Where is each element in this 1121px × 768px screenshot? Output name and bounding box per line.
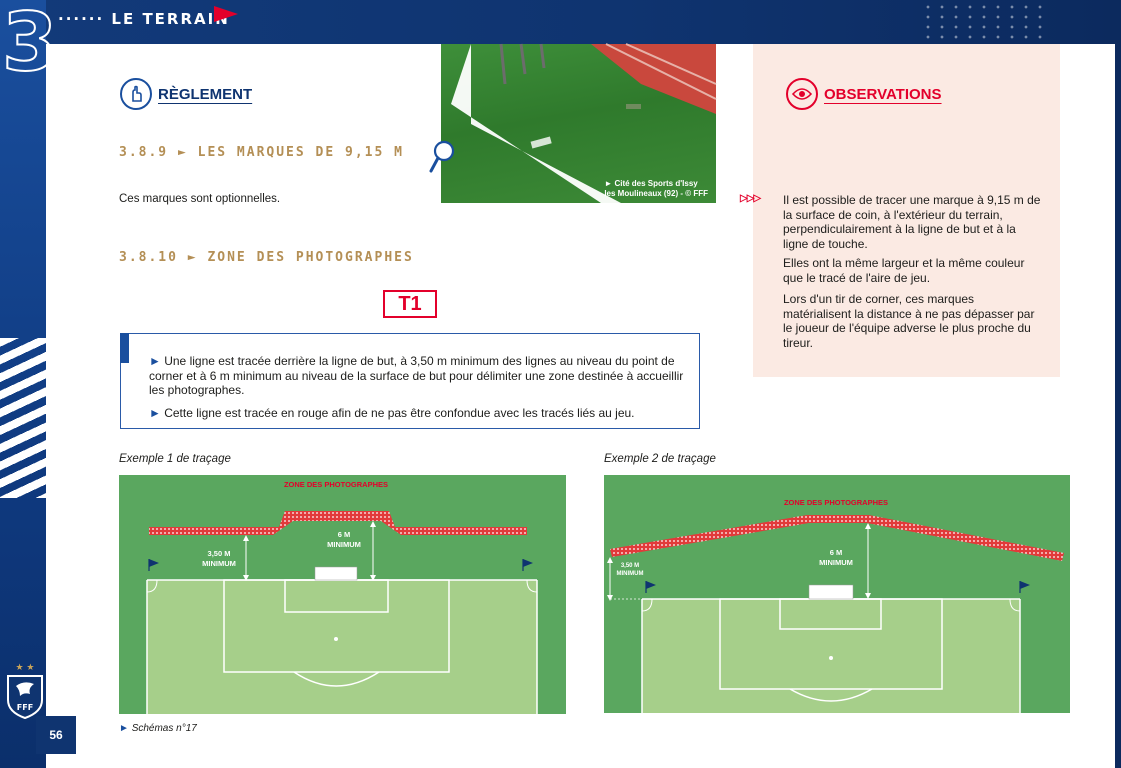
page-number: 56 bbox=[36, 716, 76, 754]
example-1-label: Exemple 1 de traçage bbox=[119, 453, 231, 465]
observation-paragraph-2: Elles ont la même largeur et la même couleur que le tracé de l'aire de jeu. bbox=[783, 256, 1025, 285]
chapter-title: ······ LE TERRAIN bbox=[58, 10, 230, 28]
photo-caption-line1: ► Cité des Sports d'Issy bbox=[604, 179, 698, 188]
example-2-label: Exemple 2 de traçage bbox=[604, 453, 716, 465]
header-dot-pattern bbox=[921, 2, 1051, 42]
photo-caption-line2: les Moulineaux (92) - © FFF bbox=[604, 189, 708, 198]
dim-label-small-2: MINIMUM bbox=[616, 571, 644, 577]
section-389-heading: 3.8.9 ► LES MARQUES DE 9,15 M bbox=[119, 145, 404, 160]
dim-label-small-2: MINIMUM bbox=[202, 559, 236, 568]
bullet-arrow-icon: ► bbox=[149, 354, 165, 368]
stadium-photo bbox=[441, 44, 716, 203]
eye-icon bbox=[786, 78, 818, 110]
reglement-heading bbox=[120, 78, 252, 110]
zone-label: ZONE DES PHOTOGRAPHES bbox=[283, 480, 389, 489]
example-2-diagram bbox=[604, 475, 1070, 713]
logo-stars: ★ ★ bbox=[15, 663, 35, 673]
section-389-text: Ces marques sont optionnelles. bbox=[119, 193, 281, 205]
t1-badge: T1 bbox=[383, 290, 437, 318]
photo-caption bbox=[604, 179, 708, 199]
example-1-diagram bbox=[119, 475, 566, 714]
chapter-number: 3 bbox=[2, 0, 58, 89]
dim-label-small-1: 3,50 M bbox=[620, 563, 640, 569]
dim-label-big-1: 6 M bbox=[337, 530, 351, 539]
bullet-arrow-icon: ► bbox=[149, 406, 165, 420]
fff-logo-icon bbox=[4, 660, 46, 720]
caption-arrow-icon: ► bbox=[119, 723, 129, 734]
magnifier-icon[interactable] bbox=[428, 138, 458, 174]
rule-bullet-1-text: Une ligne est tracée derrière la ligne de but, à 3,50 m minimum des lignes au niveau du point de corner et à 6 m minimum au niveau de la surface de but pour délimiter une zone destinée à accueillir les photographes. bbox=[149, 354, 684, 397]
zone-label: ZONE DES PHOTOGRAPHES bbox=[783, 498, 889, 507]
rule-bullet-2-text: Cette ligne est tracée en rouge afin de ne pas être confondue avec les tracés liés au jeu. bbox=[164, 406, 635, 420]
dim-label-small-1: 3,50 M bbox=[207, 549, 231, 558]
rule-info-box bbox=[120, 333, 700, 429]
section-3810-heading: 3.8.10 ► ZONE DES PHOTOGRAPHES bbox=[119, 250, 414, 265]
dim-label-big-1: 6 M bbox=[829, 548, 843, 557]
sidebar-stripes bbox=[0, 338, 46, 498]
rule-bullet-2 bbox=[149, 406, 689, 421]
observation-paragraph-1: Il est possible de tracer une marque à 9,15 m de la surface de coin, à l'extérieur du terrain, perpendiculairement à la ligne de but et à la ligne de touche. bbox=[783, 193, 1041, 251]
logo-text: FFF bbox=[16, 703, 34, 712]
observations-heading bbox=[786, 78, 942, 110]
rule-bullet-1 bbox=[149, 354, 689, 398]
hand-icon bbox=[120, 78, 152, 110]
dim-label-big-2: MINIMUM bbox=[819, 558, 853, 567]
reglement-label: RÈGLEMENT bbox=[158, 85, 253, 103]
dim-label-big-2: MINIMUM bbox=[327, 540, 361, 549]
figure-caption bbox=[119, 723, 197, 734]
observation-paragraph-3: Lors d'un tir de corner, ces marques matérialisent la distance à ne pas dépasser par le joueur de l'équipe adverse le plus proche du tireur. bbox=[783, 292, 1035, 350]
triple-arrow-icon: ▷▷▷ bbox=[740, 193, 761, 204]
right-edge-bar bbox=[1115, 44, 1121, 768]
title-flag-icon bbox=[214, 6, 238, 22]
observations-label: OBSERVATIONS bbox=[824, 85, 942, 103]
caption-text: Schémas n°17 bbox=[131, 723, 197, 734]
